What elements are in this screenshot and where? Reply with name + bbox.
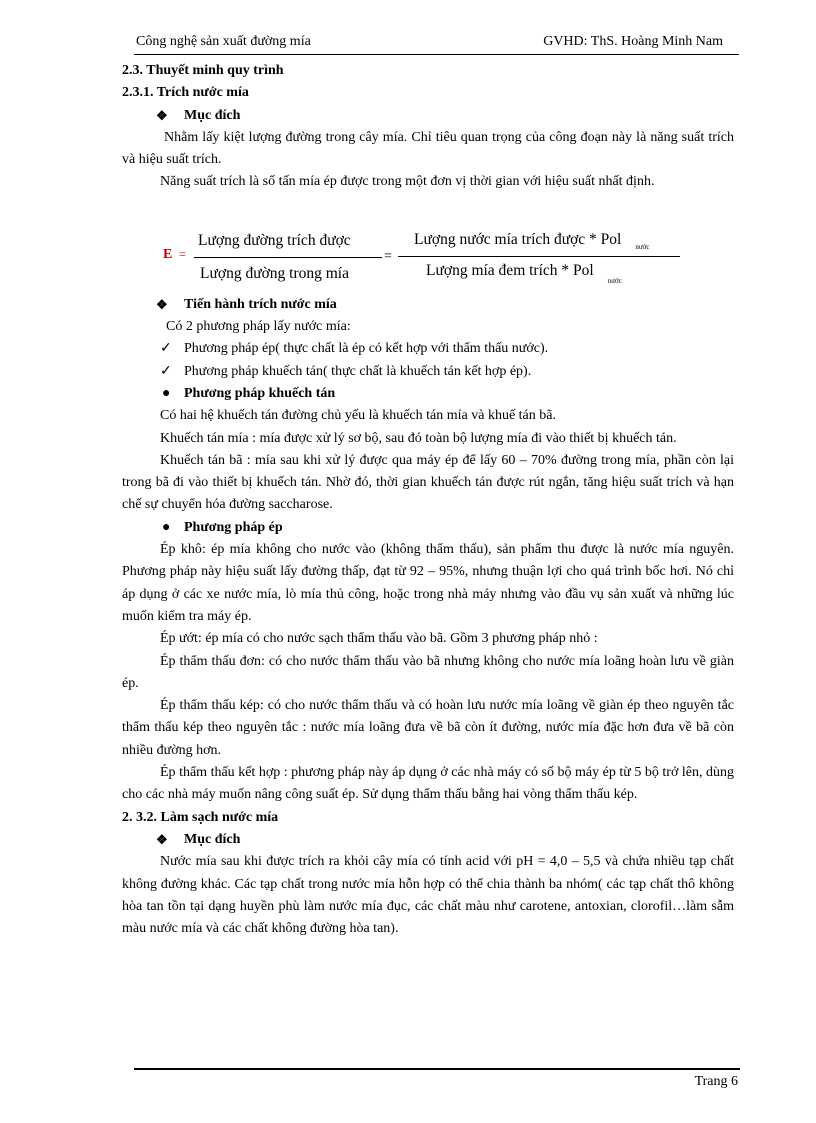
formula-equals-2: = — [384, 248, 392, 264]
bullet-heading: ❖ Mục đích — [122, 829, 734, 851]
section-heading-2-3-2: 2. 3.2. Làm sạch nước mía — [122, 809, 279, 825]
fraction1-numerator: Lượng đường trích được — [198, 231, 351, 249]
check-icon: ✓ — [160, 363, 172, 379]
bullet-heading: ● Phương pháp khuếch tán — [122, 383, 734, 405]
dot-bullet-icon: ● — [162, 385, 171, 401]
page-header — [134, 34, 739, 55]
paragraph: Khuếch tán mía : mía được xử lý sơ bộ, sau đó toàn bộ lượng mía đi vào thiết bị khuếch tán. — [160, 430, 677, 446]
fraction2-bar — [398, 256, 680, 257]
paragraph: Nhằm lấy kiệt lượng đường trong cây mía. Chỉ tiêu quan trọng của công đoạn này là năng suất trích và hiệu suất trích. — [122, 129, 734, 168]
header-title: Công nghệ sản xuất đường mía — [136, 34, 311, 49]
paragraph: Ép thẩm thấu kép: có cho nước thẩm thấu và có hoàn lưu nước mía loãng về giàn ép theo nguyên tắc thẩm thấu kép theo nguyên tắc : nước mía loãng đưa về bã còn ít đường, nước mía đặc hơn đưa về bã còn nhiều đường hơn. — [122, 698, 734, 758]
fraction2-numerator: Lượng nước mía trích được * Pol $_{nước}$ — [414, 230, 650, 251]
paragraph: Nước mía sau khi được trích ra khỏi cây mía có tính acid với pH = 4,0 – 5,5 và chứa nhiều tạp chất không đường khác. Các tạp chất trong nước mía hỗn hợp có thể chia thành ba nhóm( các tạp chất thô không hòa tan tồn tại dạng huyền phù làm nước mía đục, các chất màu như carotene, antoxian, clorofil…làm sẫm màu nước mía và các chất không đường hòa tan). — [122, 854, 734, 937]
paragraph: Ép ướt: ép mía có cho nước sạch thẩm thấu vào bã. Gồm 3 phương pháp nhỏ : — [160, 631, 598, 647]
diamond-bullet-icon: ❖ — [156, 296, 168, 312]
paragraph: Khuếch tán bã : mía sau khi xử lý được qua máy ép để lấy 60 – 70% đường trong mía, phần còn lại trong bã đi vào thiết bị khuếch tán. Nhờ đó, thời gian khuếch tán được rút ngắn, tăng hiệu suất trích và hạn chế sự chuyển hóa đường saccharose. — [122, 452, 734, 513]
diamond-bullet-icon: ❖ — [156, 831, 168, 847]
bullet-heading: ❖ Mục đích — [122, 105, 734, 127]
paragraph: Năng suất trích là số tấn mía ép được trong một đơn vị thời gian với hiệu suất nhất định. — [160, 174, 655, 190]
fraction1-denominator: Lượng đường trong mía — [200, 264, 349, 282]
section-heading-2-3-1: 2.3.1. Trích nước mía — [122, 85, 249, 101]
dot-bullet-icon: ● — [162, 519, 171, 535]
paragraph: Ép thẩm thấu đơn: có cho nước thẩm thấu vào bã nhưng không cho nước mía loãng hoàn lưu về giàn ép. — [122, 653, 734, 691]
fraction2-denominator: Lượng mía đem trích * Pol$_{nước}$ — [426, 261, 622, 285]
bullet-heading: ● Phương pháp ép — [122, 517, 734, 539]
document-body — [122, 60, 734, 940]
formula-lhs: E — [163, 246, 173, 262]
efficiency-formula — [122, 194, 734, 294]
section-heading-2-3: 2.3. Thuyết minh quy trình — [122, 63, 284, 78]
page-footer — [134, 1068, 740, 1089]
fraction1-bar — [194, 257, 382, 258]
check-item: ✓ Phương pháp ép( thực chất là ép có kết hợp với thẩm thấu nước). — [122, 338, 734, 360]
bullet-heading: ❖ Tiến hành trích nước mía — [122, 294, 734, 316]
check-icon: ✓ — [160, 341, 172, 357]
formula-equals: = — [179, 246, 186, 261]
paragraph: Có hai hệ khuếch tán đường chủ yếu là khuếch tán mía và khuế tán bã. — [160, 408, 556, 424]
paragraph: Có 2 phương pháp lấy nước mía: — [166, 319, 351, 335]
diamond-bullet-icon: ❖ — [156, 107, 168, 123]
page-number: Trang 6 — [694, 1074, 738, 1089]
header-instructor: GVHD: ThS. Hoàng Minh Nam — [543, 34, 723, 49]
paragraph: Ép thẩm thấu kết hợp : phương pháp này áp dụng ở các nhà máy có số bộ máy ép từ 5 bộ trở lên, dùng cho các nhà máy muốn nâng công suất ép. Sử dụng thẩm thấu bằng hai vòng thẩm thấu kép. — [122, 765, 734, 803]
check-item: ✓ Phương pháp khuếch tán( thực chất là khuếch tán kết hợp ép). — [122, 361, 734, 383]
paragraph: Ép khô: ép mía không cho nước vào (không thẩm thấu), sản phẩm thu được là nước mía nguyên. Phương pháp này hiệu suất lấy đường thấp, đạt từ 92 – 95%, nhưng thuận lợi cho quá trình bốc hơi. Nó chỉ áp dụng ở các xe nước mía, lò mía thủ công, hoặc trong nhà máy nhưng vào đầu vụ sản xuất và những lúc muốn kiểm tra máy ép. — [122, 542, 734, 624]
